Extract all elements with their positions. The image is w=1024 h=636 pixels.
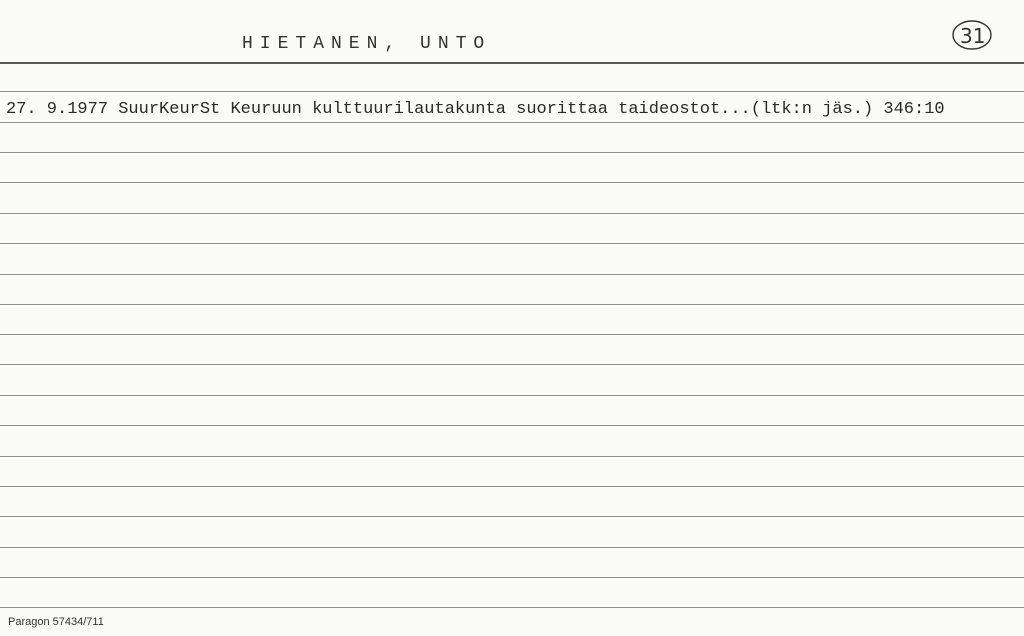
entry-reference: 346:10 [883,100,945,119]
ruled-line [0,152,1024,153]
ruled-line [0,516,1024,517]
ruled-line [0,577,1024,578]
ruled-line [0,122,1024,123]
entry-date: 27. 9.1977 [6,100,109,119]
card-name-heading: HIETANEN, UNTO [242,34,492,54]
ruled-line [0,364,1024,365]
card-number-mark [950,18,994,52]
ruled-line [0,91,1024,92]
printer-mark: Paragon 57434/711 [8,616,104,628]
ruled-line [0,213,1024,214]
card-entry [6,100,945,119]
ruled-line [0,607,1024,608]
ruled-line [0,304,1024,305]
heading-rule [0,62,1024,64]
ruled-line [0,486,1024,487]
entry-source: SuurKeurSt [118,100,221,119]
ruled-line [0,395,1024,396]
entry-text: Keuruun kulttuurilautakunta suorittaa taideostot...(ltk:n jäs.) [230,100,874,119]
ruled-line [0,425,1024,426]
card-number-text: 31 [960,24,986,48]
ruled-line [0,456,1024,457]
ruled-line [0,182,1024,183]
ruled-line [0,334,1024,335]
ruled-line [0,243,1024,244]
ruled-line [0,274,1024,275]
ruled-line [0,547,1024,548]
